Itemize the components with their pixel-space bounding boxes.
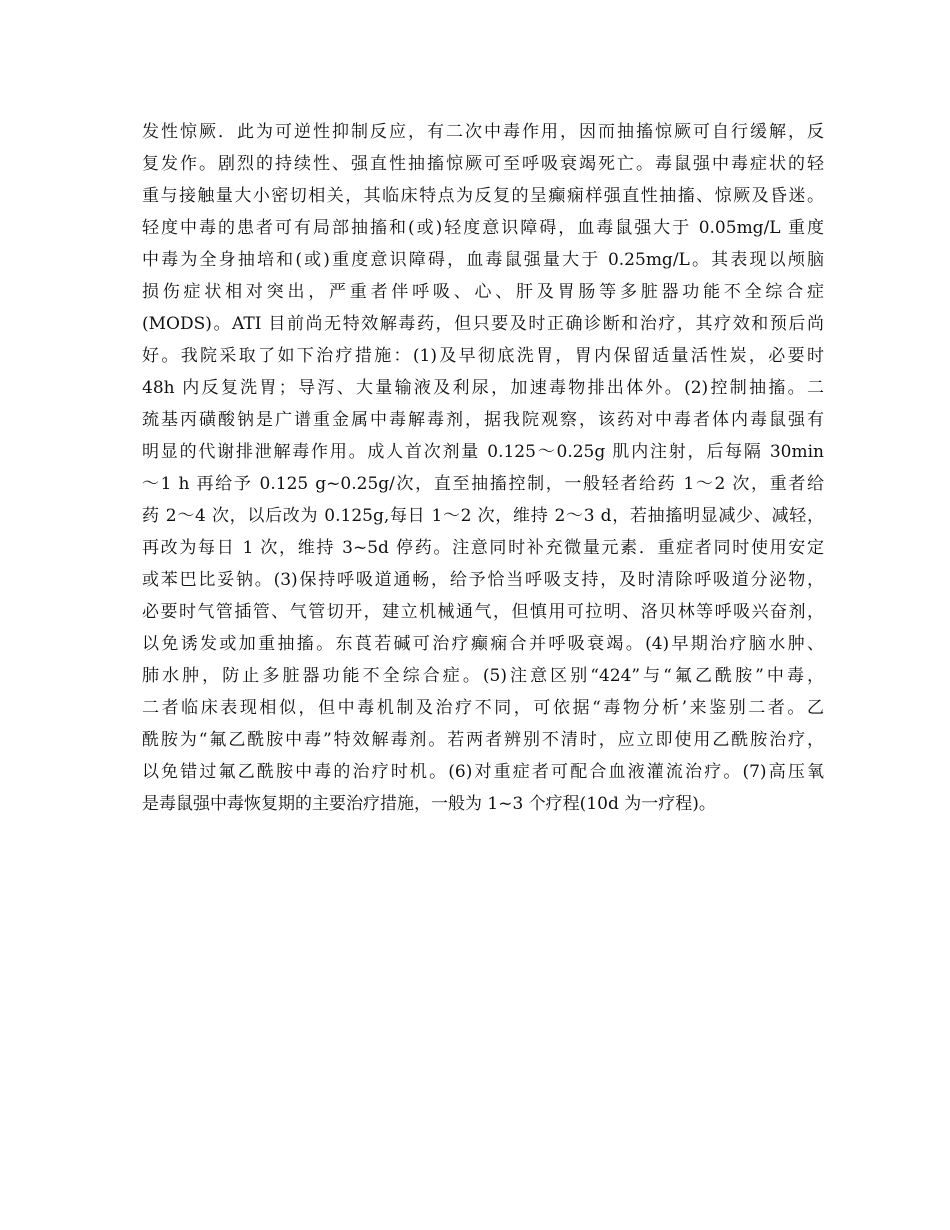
text-line: 复发作。剧烈的持续性、强直性抽搐惊厥可至呼吸衰竭死亡。毒鼠强中毒症状的轻 [142, 154, 824, 174]
text-line: 重与接触量大小密切相关，其临床特点为反复的呈癫痫样强直性抽搐、惊厥及昏迷。 [142, 186, 824, 206]
text-line: 48h 内反复洗胃；导泻、大量输液及利尿，加速毒物排出体外。(2)控制抽搐。二 [142, 378, 824, 398]
text-line: 轻度中毒的患者可有局部抽搐和(或)轻度意识障碍，血毒鼠强大于 0.05mg/L 重度 [142, 218, 824, 238]
text-line: 明显的代谢排泄解毒作用。成人首次剂量 0.125～0.25g 肌内注射，后每隔 30min [142, 442, 824, 462]
text-line: 再改为每日 1 次，维持 3~5d 停药。注意同时补充微量元素．重症者同时使用安定 [142, 538, 824, 558]
text-line: (MODS)。ATI 目前尚无特效解毒药，但只要及时正确诊断和治疗，其疗效和预后尚 [142, 314, 824, 334]
text-line: 或苯巴比妥钠。(3)保持呼吸道通畅，给予恰当呼吸支持，及时清除呼吸道分泌物， [142, 570, 824, 590]
text-line: 巯基丙磺酸钠是广谱重金属中毒解毒剂，据我院观察，该药对中毒者体内毒鼠强有 [142, 410, 824, 430]
text-line: 酰胺为“氟乙酰胺中毒”特效解毒剂。若两者辨别不清时，应立即使用乙酰胺治疗， [142, 730, 824, 750]
text-line: 以免诱发或加重抽搐。东莨若碱可治疗癫痫合并呼吸衰竭。(4)早期治疗脑水肿、 [142, 634, 824, 654]
text-line: 是毒鼠强中毒恢复期的主要治疗措施，一般为 1~3 个疗程(10d 为一疗程)。 [142, 794, 716, 814]
text-line: 好。我院采取了如下治疗措施：(1)及早彻底洗胃，胃内保留适量活性炭，必要时 [142, 346, 824, 366]
body-text [142, 116, 824, 820]
text-line: 必要时气管插管、气管切开，建立机械通气，但慎用可拉明、洛贝林等呼吸兴奋剂， [142, 602, 824, 622]
text-line: ～1 h 再给予 0.125 g~0.25g/次，直至抽搐控制，一般轻者给药 1～2 次，重者给 [142, 474, 824, 494]
text-line: 以免错过氟乙酰胺中毒的治疗时机。(6)对重症者可配合血液灌流治疗。(7)高压氧 [142, 762, 824, 782]
text-line: 二者临床表现相似，但中毒机制及治疗不同，可依据“毒物分析’来鉴别二者。乙 [142, 698, 824, 718]
text-line: 药 2～4 次，以后改为 0.125g,每日 1～2 次，维持 2～3 d，若抽搐明显减少、减轻， [142, 506, 824, 526]
text-line: 中毒为全身抽培和(或)重度意识障碍，血毒鼠强量大于 0.25mg/L。其表现以颅脑 [142, 250, 824, 270]
text-line: 发性惊厥．此为可逆性抑制反应，有二次中毒作用，因而抽搐惊厥可自行缓解，反 [142, 122, 824, 142]
text-line: 肺水肿，防止多脏器功能不全综合症。(5)注意区别“424”与“氟乙酰胺”中毒， [142, 666, 824, 686]
text-line: 损伤症状相对突出，严重者伴呼吸、心、肝及胃肠等多脏器功能不全综合症 [142, 282, 824, 302]
